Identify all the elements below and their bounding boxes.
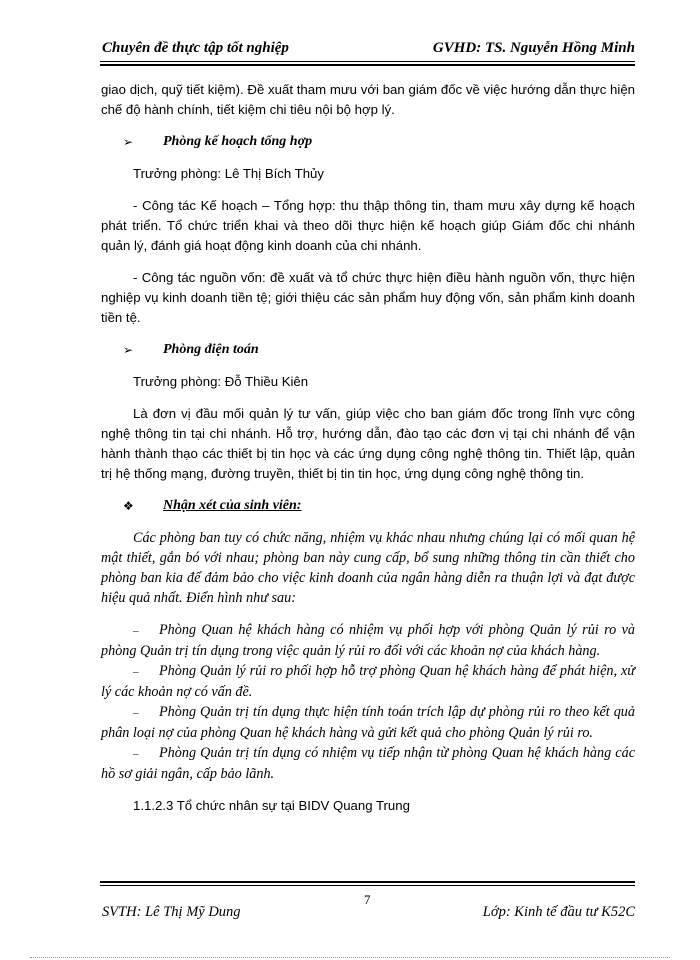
list-item (101, 702, 635, 743)
list-item (101, 620, 635, 661)
list-item-text: Phòng Quản lý rủi ro phối hợp hỗ trợ phòng Quan hệ khách hàng để phát hiện, xử lý các khoản nợ có vấn đề. (101, 663, 635, 700)
planning-department-head: Trưởng phòng: Lê Thị Bích Thủy (133, 166, 324, 181)
arrow-bullet-icon: ➢ (123, 135, 134, 149)
arrow-bullet-icon: ➢ (123, 343, 134, 357)
subsection-heading: 1.1.2.3 Tổ chức nhân sự tại BIDV Quang Trung (133, 798, 410, 813)
header-rule-thin (100, 61, 635, 62)
paragraph-planning-2: - Công tác nguồn vốn: đề xuất và tổ chức thực hiện điều hành nguồn vốn, thực hiện nghiệp vụ kinh doanh tiền tệ; giới thiệu các sản phẩm huy động vốn, sản phẩm kinh doanh tiền tệ. (101, 270, 635, 325)
section-title-planning: Phòng kế hoạch tổng hợp (163, 134, 313, 149)
dash-bullet-icon: – (133, 666, 139, 678)
diamond-bullet-icon: ❖ (123, 499, 134, 513)
footer-rule-thick (100, 881, 635, 883)
section-heading-it (101, 340, 635, 360)
header-document-title: Chuyên đề thực tập tốt nghiệp (102, 40, 289, 56)
dash-bullet-icon: – (133, 625, 139, 637)
footer-class: Lớp: Kinh tế đầu tư K52C (482, 904, 635, 920)
list-item-text: Phòng Quản trị tín dụng có nhiệm vụ tiếp nhận từ phòng Quan hệ khách hàng các hồ sơ giải ngân, cấp bảo lãnh. (101, 745, 635, 782)
list-item (101, 743, 635, 784)
section-title-it: Phòng điện toán (163, 342, 259, 357)
it-department-head: Trưởng phòng: Đỗ Thiều Kiên (133, 374, 309, 389)
section-heading-comments (101, 496, 635, 516)
paragraph-it: Là đơn vị đầu mối quản lý tư vấn, giúp việc cho ban giám đốc trong lĩnh vực công nghệ thông tin tại chi nhánh. Hỗ trợ, hướng dẫn, đào tạo các đơn vị tại chi nhánh để vận hành thành thạo các thiết bị tin học và các ứng dụng công nghệ thông tin. Thiết lập, quản trị hệ thống mạng, đường truyền, thiết bị tin tin học, ứng dụng công nghệ thông tin. (101, 406, 635, 481)
page-body (101, 80, 635, 816)
header-supervisor: GVHD: TS. Nguyễn Hồng Minh (432, 40, 635, 56)
dash-bullet-icon: – (133, 748, 139, 760)
footer-rule-thin (100, 885, 635, 886)
list-item-text: Phòng Quan hệ khách hàng có nhiệm vụ phối hợp với phòng Quản lý rủi ro và phòng Quản trị tín dụng trong việc quản lý rủi ro đối với các khoản nợ của khách hàng. (101, 622, 635, 659)
dash-bullet-icon: – (133, 707, 139, 719)
paragraph-intro: giao dịch, quỹ tiết kiệm). Đề xuất tham mưu với ban giám đốc về việc hướng dẫn thực hiện chế độ hành chính, tiết kiệm chi tiêu nội bộ hợp lý. (101, 82, 635, 117)
footer-student: SVTH: Lê Thị Mỹ Dung (102, 904, 241, 920)
section-heading-planning (101, 132, 635, 152)
page-break-line (30, 957, 670, 958)
list-item-text: Phòng Quản trị tín dụng thực hiện tính toán trích lập dự phòng rủi ro theo kết quả phân loại nợ của phòng Quan hệ khách hàng và gửi kết quả cho phòng Quản lý rủi ro. (101, 704, 635, 741)
paragraph-planning-1: - Công tác Kế hoạch – Tổng hợp: thu thập thông tin, tham mưu xây dựng kế hoạch phát triển. Tổ chức triển khai và theo dõi thực hiện kế hoạch giúp Giám đốc chi nhánh quản lý, đánh giá hoạt động kinh doanh của chi nhánh. (101, 198, 635, 253)
list-item (101, 661, 635, 702)
paragraph-comments: Các phòng ban tuy có chức năng, nhiệm vụ khác nhau nhưng chúng lại có mối quan hệ mật thiết, gắn bó với nhau; phòng ban này cung cấp, bổ sung những thông tin cần thiết cho phòng ban kia để đảm bảo cho việc kinh doanh của ngân hàng diễn ra thuận lợi và đạt được hiệu quả nhất. Điển hình như sau: (101, 530, 635, 606)
header-rule-thick (100, 64, 635, 66)
section-title-comments: Nhận xét của sinh viên: (163, 498, 302, 513)
page-number: 7 (364, 892, 371, 907)
